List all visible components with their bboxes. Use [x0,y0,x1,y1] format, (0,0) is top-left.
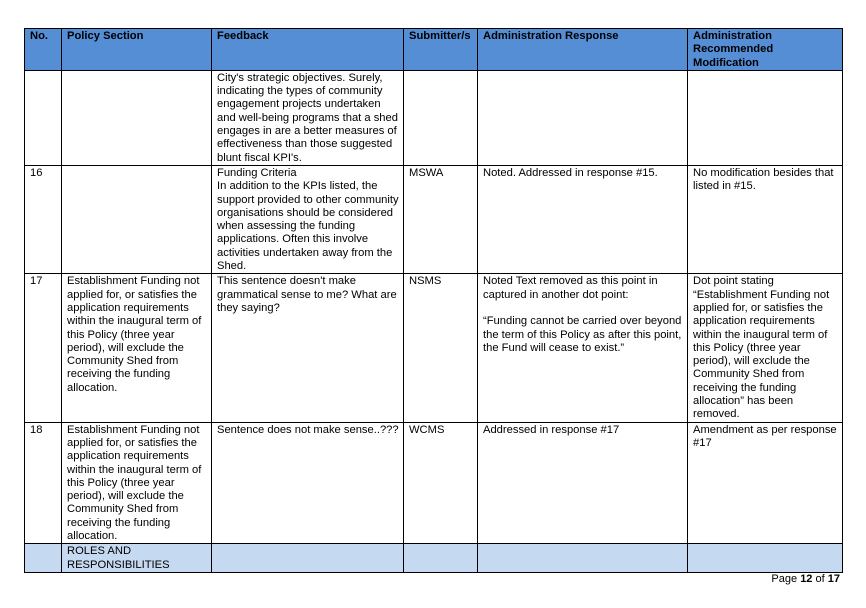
section-title: ROLES AND RESPONSIBILITIES [62,544,212,573]
page-number [771,573,840,585]
header-submitters: Submitter/s [404,29,478,71]
cell-admin-response: Noted Text removed as this point in captured in another dot point: “Funding cannot be carried over beyond the term of this Policy as after this point, the Fund will cease to exist.” [478,274,688,422]
cell-no: 18 [25,422,62,544]
header-admin-response: Administration Response [478,29,688,71]
cell-admin-response: Noted. Addressed in response #15. [478,165,688,273]
page-word: Page [771,573,798,585]
section-cell-feedback [212,544,404,573]
cell-feedback: This sentence doesn't make grammatical sense to me? What are they saying? [212,274,404,422]
feedback-table [24,28,843,573]
cell-feedback: Sentence does not make sense..??? [212,422,404,544]
cell-admin-modification: Dot point stating “Establishment Funding not applied for, or satisfies the application requirements within the inaugural term of this Policy (three year period), will exclude the Community Shed from receiving the funding allocation” has been removed. [688,274,843,422]
cell-admin-response [478,70,688,165]
header-admin-modification: Administration Recommended Modification [688,29,843,71]
cell-feedback: Funding Criteria In addition to the KPIs listed, the support provided to other community organisations should be considered when assessing the funding applications. Often this involve activities undertaken away from the Shed. [212,165,404,273]
page-total: 17 [827,573,840,585]
header-feedback: Feedback [212,29,404,71]
cell-admin-response: Addressed in response #17 [478,422,688,544]
section-cell-admin-modification [688,544,843,573]
table-header-row [25,29,843,71]
cell-no: 16 [25,165,62,273]
cell-no: 17 [25,274,62,422]
section-row [25,544,843,573]
table-row [25,165,843,273]
section-cell-submitters [404,544,478,573]
cell-submitters: NSMS [404,274,478,422]
cell-no [25,70,62,165]
section-cell-no [25,544,62,573]
cell-feedback: City's strategic objectives. Surely, indicating the types of community engagement projects undertaken and well-being programs that a shed engages in are a better measures of effectiveness than those suggested blunt fiscal KPI's. [212,70,404,165]
cell-policy-section: Establishment Funding not applied for, or satisfies the application requirements within the inaugural term of this Policy (three year period), will exclude the Community Shed from receiving the funding allocation. [62,422,212,544]
of-word: of [815,573,825,585]
cell-policy-section [62,165,212,273]
page-current: 12 [800,573,813,585]
cell-policy-section: Establishment Funding not applied for, or satisfies the application requirements within the inaugural term of this Policy (three year period), will exclude the Community Shed from receiving the funding allocation. [62,274,212,422]
cell-submitters: WCMS [404,422,478,544]
cell-admin-modification: No modification besides that listed in #15. [688,165,843,273]
cell-submitters: MSWA [404,165,478,273]
cell-policy-section [62,70,212,165]
section-cell-admin-response [478,544,688,573]
table-row [25,422,843,544]
cell-admin-modification: Amendment as per response #17 [688,422,843,544]
cell-submitters [404,70,478,165]
table-row [25,274,843,422]
header-policy-section: Policy Section [62,29,212,71]
header-no: No. [25,29,62,71]
cell-admin-modification [688,70,843,165]
table-row [25,70,843,165]
